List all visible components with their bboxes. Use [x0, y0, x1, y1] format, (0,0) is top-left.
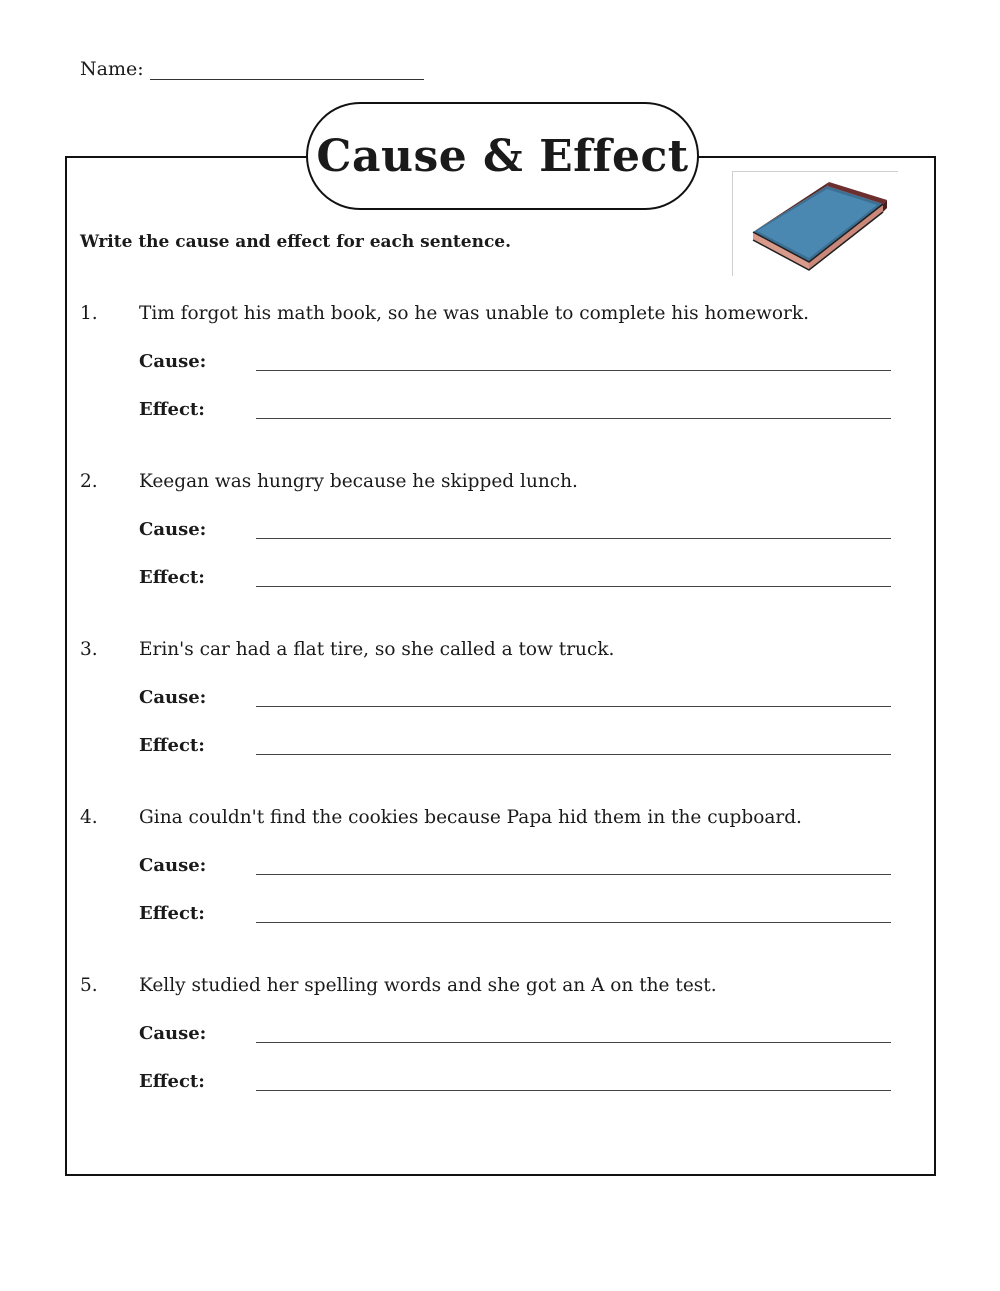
book-illustration: [732, 171, 898, 276]
effect-answer-line[interactable]: [256, 418, 891, 419]
effect-answer-line[interactable]: [256, 1090, 891, 1091]
name-label: Name:: [80, 58, 144, 80]
cause-label: Cause:: [139, 519, 207, 540]
cause-answer-line[interactable]: [256, 706, 891, 707]
effect-label: Effect:: [139, 903, 205, 924]
question-number: 3.: [80, 639, 98, 660]
name-input-line[interactable]: [150, 79, 424, 80]
instructions: Write the cause and effect for each sentence.: [80, 232, 512, 252]
cause-answer-line[interactable]: [256, 538, 891, 539]
question-text: Tim forgot his math book, so he was unable to complete his homework.: [139, 303, 809, 324]
effect-label: Effect:: [139, 399, 205, 420]
question-number: 5.: [80, 975, 98, 996]
cause-label: Cause:: [139, 687, 207, 708]
question-text: Erin's car had a flat tire, so she called a tow truck.: [139, 639, 615, 660]
question-number: 1.: [80, 303, 98, 324]
effect-label: Effect:: [139, 735, 205, 756]
effect-answer-line[interactable]: [256, 754, 891, 755]
effect-label: Effect:: [139, 567, 205, 588]
book-icon: [733, 172, 898, 276]
question-number: 4.: [80, 807, 98, 828]
question-number: 2.: [80, 471, 98, 492]
cause-answer-line[interactable]: [256, 874, 891, 875]
cause-answer-line[interactable]: [256, 370, 891, 371]
cause-label: Cause:: [139, 351, 207, 372]
question-text: Gina couldn't find the cookies because Papa hid them in the cupboard.: [139, 807, 802, 828]
effect-answer-line[interactable]: [256, 922, 891, 923]
effect-answer-line[interactable]: [256, 586, 891, 587]
page-title: Cause & Effect: [306, 102, 699, 210]
cause-label: Cause:: [139, 1023, 207, 1044]
question-text: Keegan was hungry because he skipped lunch.: [139, 471, 578, 492]
question-text: Kelly studied her spelling words and she got an A on the test.: [139, 975, 717, 996]
cause-label: Cause:: [139, 855, 207, 876]
effect-label: Effect:: [139, 1071, 205, 1092]
cause-answer-line[interactable]: [256, 1042, 891, 1043]
